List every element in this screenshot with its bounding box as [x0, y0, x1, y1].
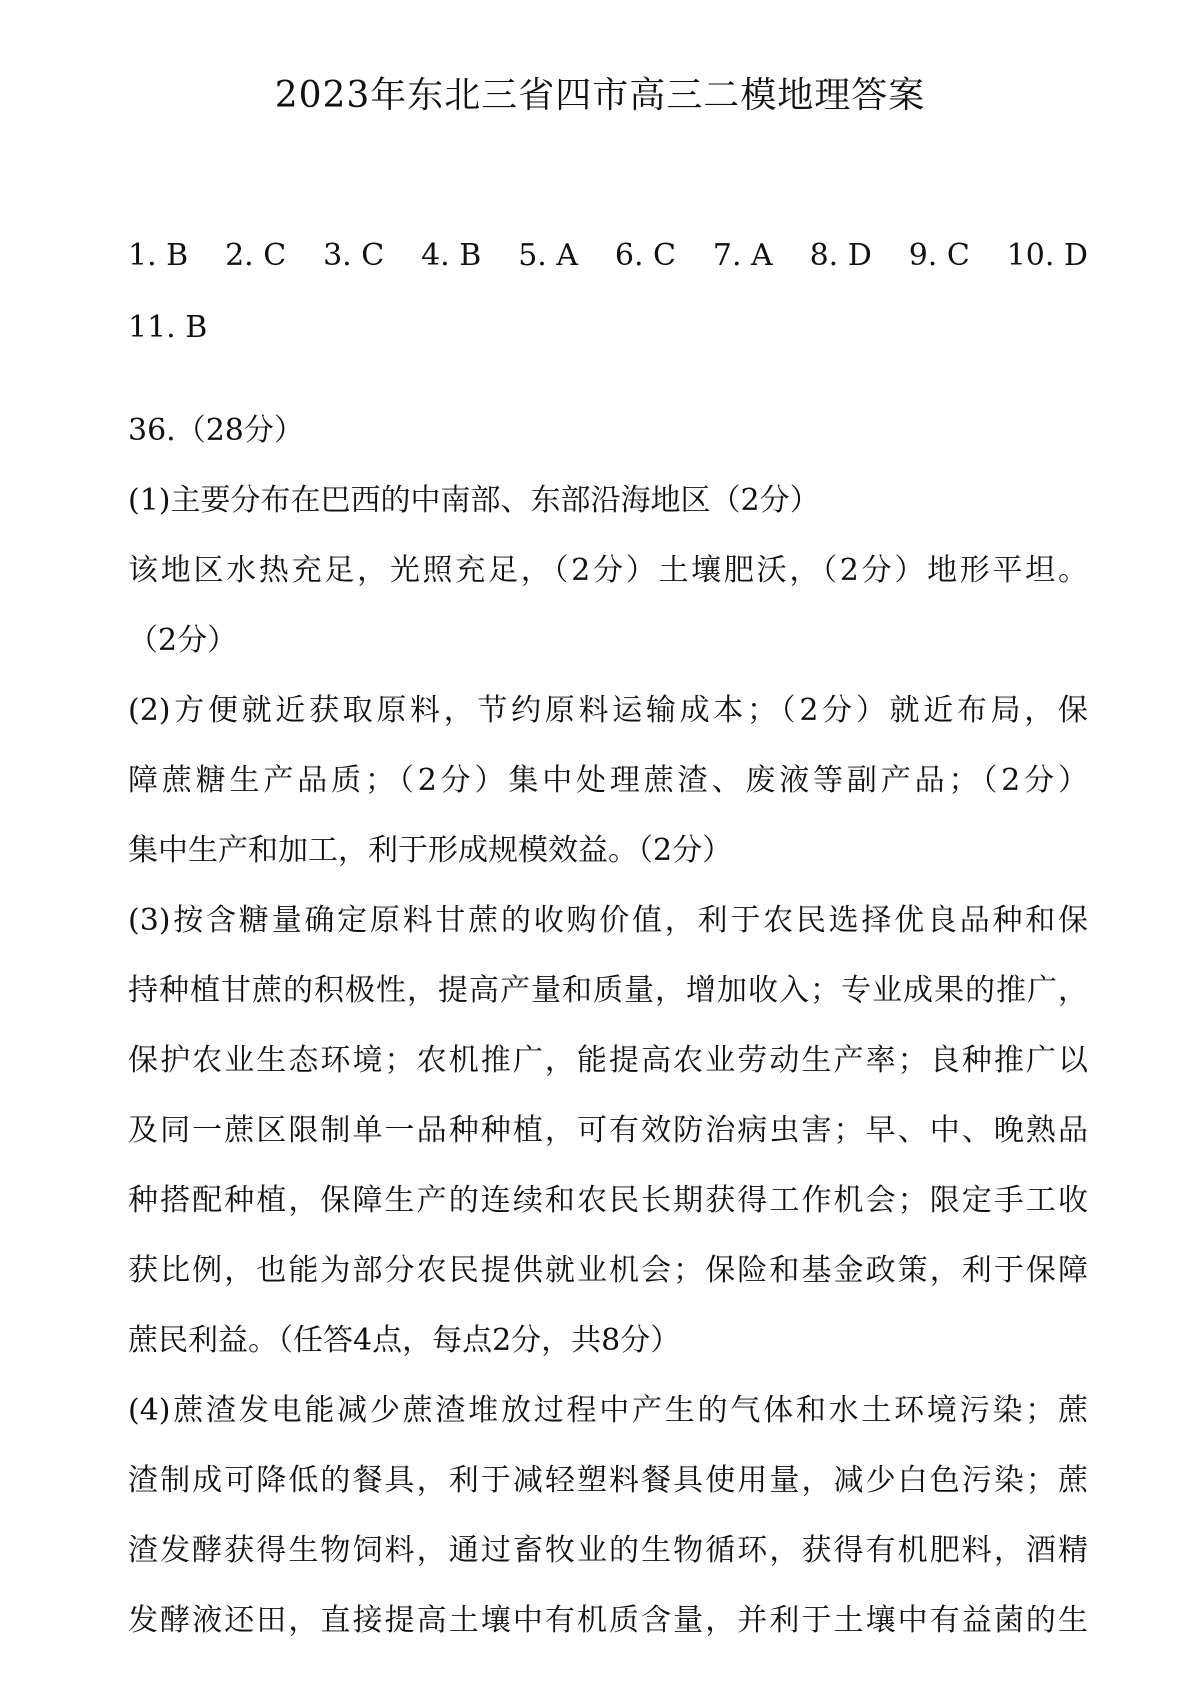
answer-line: 蔗民利益。（任答4点，每点2分，共8分）	[128, 1323, 681, 1358]
answer-item: 6. C	[614, 238, 677, 273]
answer-item: 9. C	[908, 238, 970, 273]
answer-item: 8. D	[809, 238, 872, 273]
answer-line: 渣发酵获得生物饲料，通过畜牧业的生物循环，获得有机肥料，酒精	[128, 1533, 1088, 1568]
answer-item: 10. D	[1006, 238, 1088, 273]
answer-line: 发酵液还田，直接提高土壤中有机质含量，并利于土壤中有益菌的生	[128, 1603, 1088, 1638]
answer-item: 1. B	[128, 238, 189, 273]
choice-answers-row-1	[128, 220, 1088, 292]
answer-item: 2. C	[225, 238, 287, 273]
answer-line: 及同一蔗区限制单一品种种植，可有效防治病虫害；早、中、晚熟品	[128, 1113, 1088, 1148]
question-36-answer	[128, 396, 1088, 1656]
answer-line: 保护农业生态环境；农机推广，能提高农业劳动生产率；良种推广以	[128, 1043, 1088, 1078]
answer-line: 种搭配种植，保障生产的连续和农民长期获得工作机会；限定手工收	[128, 1183, 1088, 1218]
choice-answers	[128, 220, 1088, 364]
answer-line: (4)蔗渣发电能减少蔗渣堆放过程中产生的气体和水土环境污染；蔗	[128, 1393, 1088, 1428]
answer-item: 11. B	[128, 310, 208, 345]
answer-line: 该地区水热充足，光照充足，（2分）土壤肥沃，（2分）地形平坦。	[128, 553, 1088, 588]
answer-line: (3)按含糖量确定原料甘蔗的收购价值，利于农民选择优良品种和保	[128, 903, 1088, 938]
answer-item: 3. C	[323, 238, 385, 273]
question-header: 36.（28分）	[128, 413, 304, 448]
answer-line: （2分）	[128, 623, 238, 658]
page-title: 2023年东北三省四市高三二模地理答案	[274, 75, 926, 116]
answer-line: 障蔗糖生产品质；（2分）集中处理蔗渣、废液等副产品；（2分）	[128, 763, 1088, 798]
answer-item: 4. B	[421, 238, 482, 273]
answer-line: (1)主要分布在巴西的中南部、东部沿海地区（2分）	[128, 483, 820, 518]
answer-line: (2)方便就近获取原料，节约原料运输成本；（2分）就近布局，保	[128, 693, 1088, 728]
answer-line: 持种植甘蔗的积极性，提高产量和质量，增加收入；专业成果的推广，	[128, 973, 1088, 1008]
answer-line: 获比例，也能为部分农民提供就业机会；保险和基金政策，利于保障	[128, 1253, 1088, 1288]
answer-item: 5. A	[518, 238, 579, 273]
answer-line: 集中生产和加工，利于形成规模效益。（2分）	[128, 833, 733, 868]
choice-answers-row-2	[128, 292, 1088, 364]
answer-item: 7. A	[712, 238, 773, 273]
answer-line: 渣制成可降低的餐具，利于减轻塑料餐具使用量，减少白色污染；蔗	[128, 1463, 1088, 1498]
